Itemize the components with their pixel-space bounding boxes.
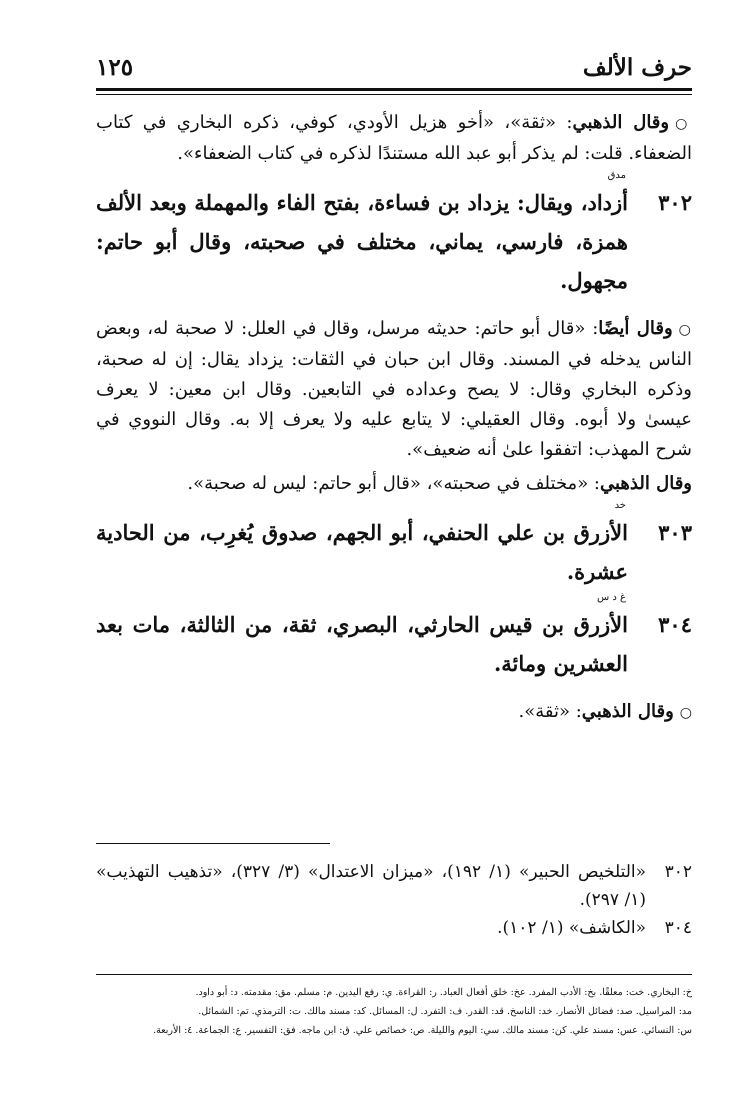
reference-304	[96, 914, 692, 942]
reference-302	[96, 858, 692, 914]
header-rule-thin	[96, 94, 692, 95]
entry-text	[96, 170, 628, 300]
note-dhahabi-1	[96, 108, 692, 169]
note-text: : «مختلف في صحبته»، «قال أبو حاتم: ليس له صحبة».	[187, 473, 600, 494]
entry-text	[96, 500, 628, 591]
source-codes: غ د س	[597, 592, 626, 603]
entry-number: ٣٠٢	[658, 190, 692, 215]
legend-line: س: النسائي. عس: مسند علي. كن: مسند مالك. سي: اليوم والليلة. ص: خصائص علي. ق: ابن ماجه. فق: التفسير. ع: الجماعة. ٤: الأربعة.	[153, 1025, 692, 1036]
circle-bullet-icon: ○	[678, 322, 692, 338]
source-codes: مدق	[607, 170, 626, 181]
legend-line: مد: المراسيل. صد: فضائل الأنصار. خد: الناسخ. قد: القدر. ف: التفرد. ل: المسائل. كد: مسند مالك. ت: الترمذي. تم: الشمائل.	[198, 1006, 692, 1017]
page-number: ١٢٥	[96, 54, 134, 81]
note-label: وقال الذهبي	[572, 112, 670, 133]
entry-302	[96, 170, 692, 300]
entry-number: ٣٠٣	[658, 520, 692, 545]
reference-text: «التلخيص الحبير» (١/ ١٩٢)، «ميزان الاعتدال» (٣/ ٣٢٧)، «تذهيب التهذيب» (١/ ٢٩٧).	[96, 862, 647, 910]
entry-304	[96, 592, 692, 683]
narrator-name: غ د س الأزرق	[573, 592, 628, 637]
reference-number: ٣٠٤	[664, 918, 692, 938]
chapter-title: حرف الألف	[582, 54, 692, 81]
note-label: وقال الذهبي	[600, 473, 692, 494]
reference-number: ٣٠٢	[664, 862, 692, 882]
source-codes: خد	[614, 500, 626, 511]
page-header	[96, 50, 692, 86]
legend-separator	[96, 974, 692, 975]
note-text: : «ثقة».	[518, 701, 582, 722]
circle-bullet-icon: ○	[679, 705, 692, 721]
reference-text: «الكاشف» (١/ ١٠٢).	[497, 918, 646, 938]
narrator-name: خد الأزرق	[573, 500, 628, 545]
header-rule-thick	[96, 88, 692, 91]
entry-303	[96, 500, 692, 591]
note-label: وقال أيضًا	[598, 318, 673, 339]
legend-line: خ: البخاري. خت: معلقًا. بخ: الأدب المفرد. عخ: خلق أفعال العباد. ر: القراءة. ي: رفع اليدين. م: مسلم. مق: مقدمته. د: أبو داود.	[195, 987, 692, 998]
references	[96, 858, 692, 942]
entry-number: ٣٠٤	[658, 612, 692, 637]
narrator-name: مدق أزداد	[587, 170, 628, 215]
entry-description: ، ويقال: يزداد بن فساءة، بفتح الفاء والمهملة وبعد الألف همزة، فارسي، يماني، مختلف في صحبته، وقال أبو حاتم: مجهول.	[96, 190, 628, 293]
entry-text	[96, 592, 628, 683]
entry-description: بن قيس الحارثي، البصري، ثقة، من الثالثة، مات بعد العشرين ومائة.	[96, 612, 628, 676]
circle-bullet-icon: ○	[675, 116, 692, 132]
note-label: وقال الذهبي	[581, 701, 674, 722]
note-text: : «قال أبو حاتم: حديثه مرسل، وقال في العلل: لا صحبة له، وبعض الناس يدخله في المسند. وقال ابن حبان في الثقات: يزداد يقال: إن له صحبة، وذكره البخاري وقال: لا يصح وعداده في التابعين. وقال ابن معين: لا يعرف عيسىٰ ولا أبوه. وقال العقيلي: لا يتابع عليه ولا يعرف إلا به. وقال النووي في شرح المهذب: اتفقوا علىٰ أنه ضعيف».	[96, 318, 692, 460]
main-text	[96, 108, 692, 728]
entry-description: بن علي الحنفي، أبو الجهم، صدوق يُغرِب، من الحادية عشرة.	[96, 520, 628, 584]
abbreviation-legend	[96, 983, 692, 1040]
note-dhahabi-2	[96, 469, 692, 499]
note-dhahabi-3	[96, 697, 692, 728]
note-also	[96, 314, 692, 465]
footnote-separator	[96, 843, 330, 844]
note-text: : «ثقة»، «أخو هزيل الأودي، كوفي، ذكره البخاري في كتاب الضعفاء. قلت: لم يذكر أبو عبد الله مستندًا لذكره في كتاب الضعفاء».	[96, 112, 692, 164]
